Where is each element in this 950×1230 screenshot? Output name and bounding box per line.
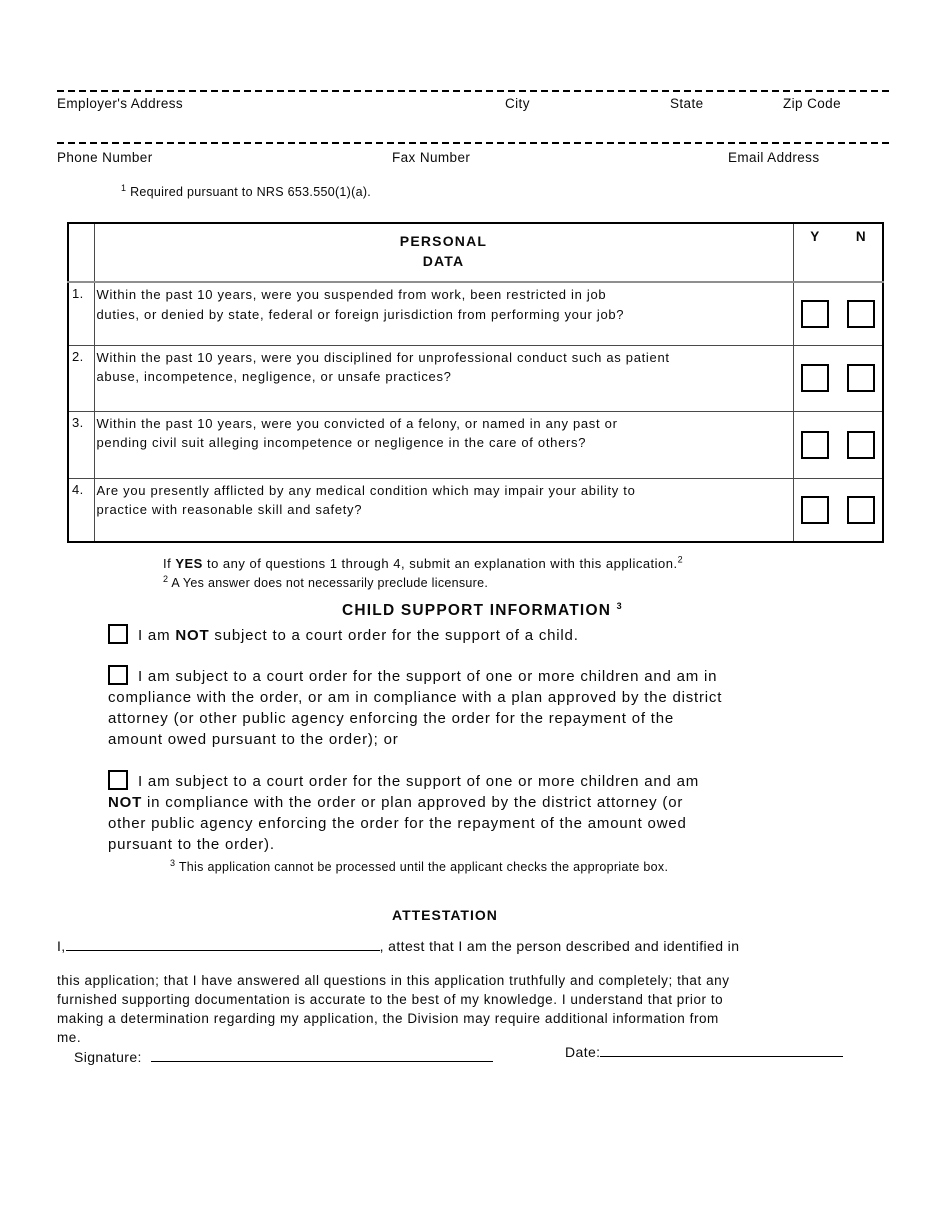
yes-column-label: Y bbox=[810, 229, 820, 244]
yes-note-bold: YES bbox=[175, 556, 203, 571]
row-3-question-line1: Within the past 10 years, were you convicted of a felony, or named in any past or bbox=[96, 415, 618, 431]
email-address-label: Email Address bbox=[728, 150, 820, 165]
child-support-heading-sup: 3 bbox=[616, 600, 623, 611]
option-3-line3: other public agency enforcing the order for the repayment of the amount owed bbox=[108, 815, 687, 832]
option-2-line1: I am subject to a court order for the support of one or more children and am in bbox=[138, 668, 718, 685]
row-4-question-line1: Are you presently afflicted by any medical condition which may impair your ability to bbox=[96, 482, 636, 498]
option-2-checkbox[interactable] bbox=[108, 665, 128, 685]
signature-line[interactable] bbox=[151, 1049, 493, 1062]
fax-number-label: Fax Number bbox=[392, 150, 471, 165]
footnote-3-sup: 3 bbox=[170, 857, 176, 868]
signature-label: Signature: bbox=[74, 1049, 142, 1065]
row-1-question-line1: Within the past 10 years, were you suspended from work, been restricted in job bbox=[96, 287, 607, 302]
row-1-question bbox=[94, 282, 793, 345]
personal-data-table bbox=[67, 222, 884, 543]
attestation-body-line1: this application; that I have answered all questions in this application truthfully and completely; that any bbox=[57, 973, 730, 988]
signature-row bbox=[74, 1049, 493, 1065]
yes-note-post: to any of questions 1 through 4, submit an explanation with this application. bbox=[202, 556, 678, 571]
row-2-number: 2. bbox=[68, 345, 94, 411]
row-1-yn-cell bbox=[793, 282, 883, 345]
row-2-question-line2: abuse, incompetence, negligence, or unsafe practices? bbox=[96, 369, 452, 384]
date-row bbox=[565, 1044, 843, 1060]
question-row-4 bbox=[68, 478, 883, 542]
row-3-question bbox=[94, 411, 793, 478]
row-1-number: 1. bbox=[68, 282, 94, 345]
attestation-body-line3: making a determination regarding my application, the Division may require additional information from bbox=[57, 1011, 719, 1026]
date-line[interactable] bbox=[600, 1044, 843, 1057]
attestation-lead-post: , attest that I am the person described and identified in bbox=[379, 938, 740, 954]
row-4-question bbox=[94, 478, 793, 542]
yes-explanation-note bbox=[163, 556, 683, 571]
table-header-row bbox=[68, 223, 883, 282]
row-4-question-line2: practice with reasonable skill and safety? bbox=[96, 502, 363, 517]
row-4-yes-checkbox[interactable] bbox=[801, 496, 829, 524]
yn-header-cell bbox=[793, 223, 883, 282]
option-3-line2 bbox=[108, 792, 878, 813]
attestation-heading: ATTESTATION bbox=[392, 907, 498, 923]
table-title-line2: DATA bbox=[422, 253, 465, 269]
employer-address-divider bbox=[57, 90, 890, 92]
option-3-line4: pursuant to the order). bbox=[108, 836, 275, 853]
row-3-yes-checkbox[interactable] bbox=[801, 431, 829, 459]
row-2-yes-checkbox[interactable] bbox=[801, 364, 829, 392]
option-2-line3: attorney (or other public agency enforcing the order for the repayment of the bbox=[108, 710, 675, 727]
row-2-question-line1: Within the past 10 years, were you disciplined for unprofessional conduct such as patient bbox=[96, 349, 670, 365]
footnote-1-sup: 1 bbox=[121, 182, 127, 193]
question-row-3 bbox=[68, 411, 883, 478]
row-4-no-checkbox[interactable] bbox=[847, 496, 875, 524]
footnote-2-text: A Yes answer does not necessarily preclude licensure. bbox=[168, 576, 489, 590]
option-2-line4: amount owed pursuant to the order); or bbox=[108, 731, 399, 748]
zip-code-label: Zip Code bbox=[783, 96, 841, 111]
option-2-line2: compliance with the order, or am in compliance with a plan approved by the district bbox=[108, 689, 723, 706]
row-3-question-line2: pending civil suit alleging incompetence or negligence in the care of others? bbox=[96, 435, 587, 450]
applicant-name-blank[interactable] bbox=[66, 938, 380, 951]
row-3-no-checkbox[interactable] bbox=[847, 431, 875, 459]
table-corner-cell bbox=[68, 223, 94, 282]
footnote-1 bbox=[121, 182, 372, 199]
table-title-cell bbox=[94, 223, 793, 282]
row-4-yn-cell bbox=[793, 478, 883, 542]
footnote-2 bbox=[163, 573, 489, 590]
phone-fax-divider bbox=[57, 142, 890, 144]
row-2-question bbox=[94, 345, 793, 411]
row-3-yn-cell bbox=[793, 411, 883, 478]
child-support-option-2 bbox=[108, 665, 878, 750]
footnote-1-text: Required pursuant to NRS 653.550(1)(a). bbox=[126, 185, 372, 199]
footnote-3 bbox=[170, 857, 669, 874]
footnote-2-sup: 2 bbox=[163, 573, 169, 584]
option-1-pre: I am bbox=[138, 627, 176, 644]
attestation-body-line4: me. bbox=[57, 1030, 82, 1045]
attestation-body bbox=[57, 971, 902, 1047]
child-support-heading-text: CHILD SUPPORT INFORMATION bbox=[342, 602, 612, 619]
option-1-post: subject to a court order for the support of a child. bbox=[209, 627, 579, 644]
row-1-question-line2: duties, or denied by state, federal or foreign jurisdiction from performing your job? bbox=[96, 306, 625, 322]
employers-address-label: Employer's Address bbox=[57, 96, 184, 111]
option-3-checkbox[interactable] bbox=[108, 770, 128, 790]
table-title-line1: PERSONAL bbox=[399, 233, 488, 249]
question-row-1 bbox=[68, 282, 883, 345]
footnote-3-text: This application cannot be processed until the applicant checks the appropriate box. bbox=[175, 860, 669, 874]
row-3-number: 3. bbox=[68, 411, 94, 478]
row-2-no-checkbox[interactable] bbox=[847, 364, 875, 392]
yes-note-pre: If bbox=[163, 556, 176, 571]
city-label: City bbox=[505, 96, 530, 111]
option-3-line2-rest: in compliance with the order or plan approved by the district attorney (or bbox=[142, 794, 684, 811]
row-1-no-checkbox[interactable] bbox=[847, 300, 875, 328]
child-support-option-3 bbox=[108, 770, 878, 855]
state-label: State bbox=[670, 96, 704, 111]
attestation-body-line2: furnished supporting documentation is accurate to the best of my knowledge. I understand that prior to bbox=[57, 992, 724, 1007]
yes-note-sup: 2 bbox=[677, 554, 684, 565]
row-1-yes-checkbox[interactable] bbox=[801, 300, 829, 328]
option-1-checkbox[interactable] bbox=[108, 624, 128, 644]
no-column-label: N bbox=[855, 229, 866, 244]
question-row-2 bbox=[68, 345, 883, 411]
option-3-line1: I am subject to a court order for the support of one or more children and am bbox=[138, 773, 700, 790]
date-label: Date: bbox=[565, 1044, 601, 1060]
attestation-lead-line bbox=[57, 938, 739, 954]
option-1-bold: NOT bbox=[175, 627, 210, 644]
child-support-heading bbox=[342, 602, 623, 620]
option-3-line2-bold: NOT bbox=[108, 794, 143, 811]
row-4-number: 4. bbox=[68, 478, 94, 542]
row-2-yn-cell bbox=[793, 345, 883, 411]
child-support-option-1 bbox=[108, 624, 878, 646]
phone-number-label: Phone Number bbox=[57, 150, 153, 165]
attestation-lead-pre: I, bbox=[57, 938, 66, 954]
